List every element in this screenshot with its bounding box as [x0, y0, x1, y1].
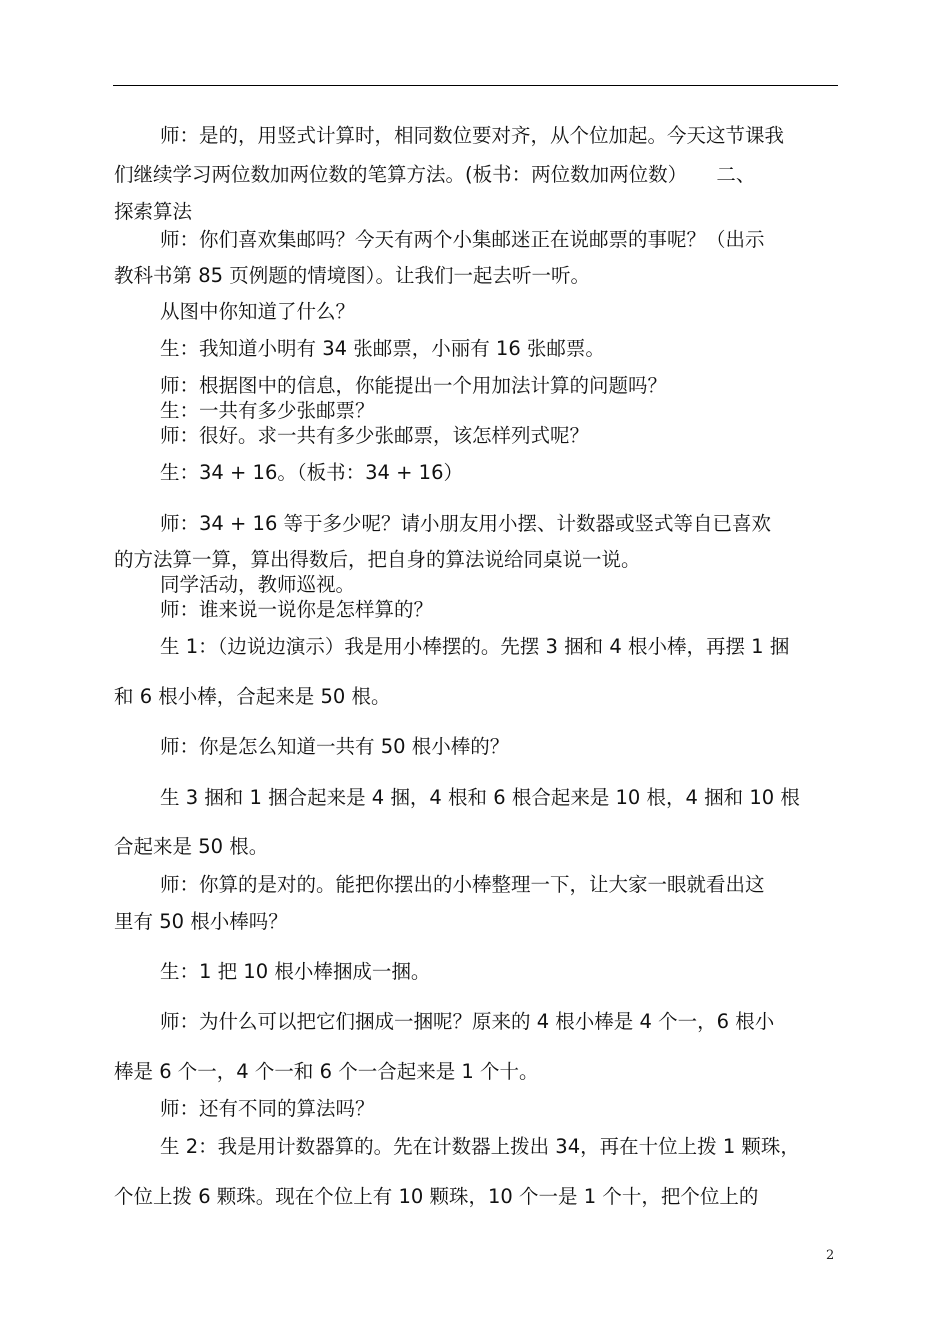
text-line: 生 2：我是用计数器算的。先在计数器上拨出 34，再在十位上拨 1 颗珠，	[160, 1135, 800, 1158]
text-line: 师：你算的是对的。能把你摆出的小棒整理一下，让大家一眼就看出这	[160, 873, 765, 896]
page-number: 2	[826, 1248, 835, 1263]
text-line: 师：为什么可以把它们捆成一捆呢？原来的 4 根小棒是 4 个一，6 根小	[160, 1010, 775, 1033]
text-line: 师：很好。求一共有多少张邮票，该怎样列式呢？	[160, 424, 590, 447]
text-line: 师：你是怎么知道一共有 50 根小棒的？	[160, 735, 510, 758]
text-line: 师：是的，用竖式计算时，相同数位要对齐，从个位加起。今天这节课我	[160, 124, 785, 147]
text-line: 的方法算一算，算出得数后，把自身的算法说给同桌说一说。	[114, 548, 641, 571]
text-line: 生 1：（边说边演示）我是用小棒摆的。先摆 3 捆和 4 根小棒，再摆 1 捆	[160, 635, 790, 658]
text-line: 师：34 + 16 等于多少呢？请小朋友用小摆、计数器或竖式等自已喜欢	[160, 512, 772, 535]
text-line: 师：还有不同的算法吗？	[160, 1097, 375, 1120]
text-line: 合起来是 50 根。	[114, 835, 269, 858]
text-line: 生：一共有多少张邮票？	[160, 399, 375, 422]
text-line: 们继续学习两位数加两位数的笔算方法。(板书：两位数加两位数） 二、	[114, 163, 756, 186]
text-line: 师：你们喜欢集邮吗？今天有两个小集邮迷正在说邮票的事呢？（出示	[160, 228, 765, 251]
text-line: 生：34 + 16。（板书：34 + 16）	[160, 461, 463, 484]
text-line: 探索算法	[114, 200, 193, 223]
text-line: 个位上拨 6 颗珠。现在个位上有 10 颗珠，10 个一是 1 个十，把个位上的	[114, 1185, 759, 1208]
text-line: 棒是 6 个一，4 个一和 6 个一合起来是 1 个十。	[114, 1060, 539, 1083]
text-line: 和 6 根小棒，合起来是 50 根。	[114, 685, 391, 708]
text-line: 生 3 捆和 1 捆合起来是 4 捆，4 根和 6 根合起来是 10 根，4 捆和 10 根	[160, 786, 800, 809]
text-line: 教科书第 85 页例题的情境图）。让我们一起去听一听。	[114, 264, 590, 287]
header-rule	[113, 85, 838, 86]
text-line: 同学活动，教师巡视。	[160, 573, 356, 596]
text-line: 师：根据图中的信息，你能提出一个用加法计算的问题吗？	[160, 374, 668, 397]
text-line: 里有 50 根小棒吗？	[114, 910, 288, 933]
text-line: 生：我知道小明有 34 张邮票，小丽有 16 张邮票。	[160, 337, 605, 360]
text-line: 从图中你知道了什么？	[160, 300, 356, 323]
text-line: 生：1 把 10 根小棒捆成一捆。	[160, 960, 431, 983]
text-line: 师：谁来说一说你是怎样算的？	[160, 598, 434, 621]
